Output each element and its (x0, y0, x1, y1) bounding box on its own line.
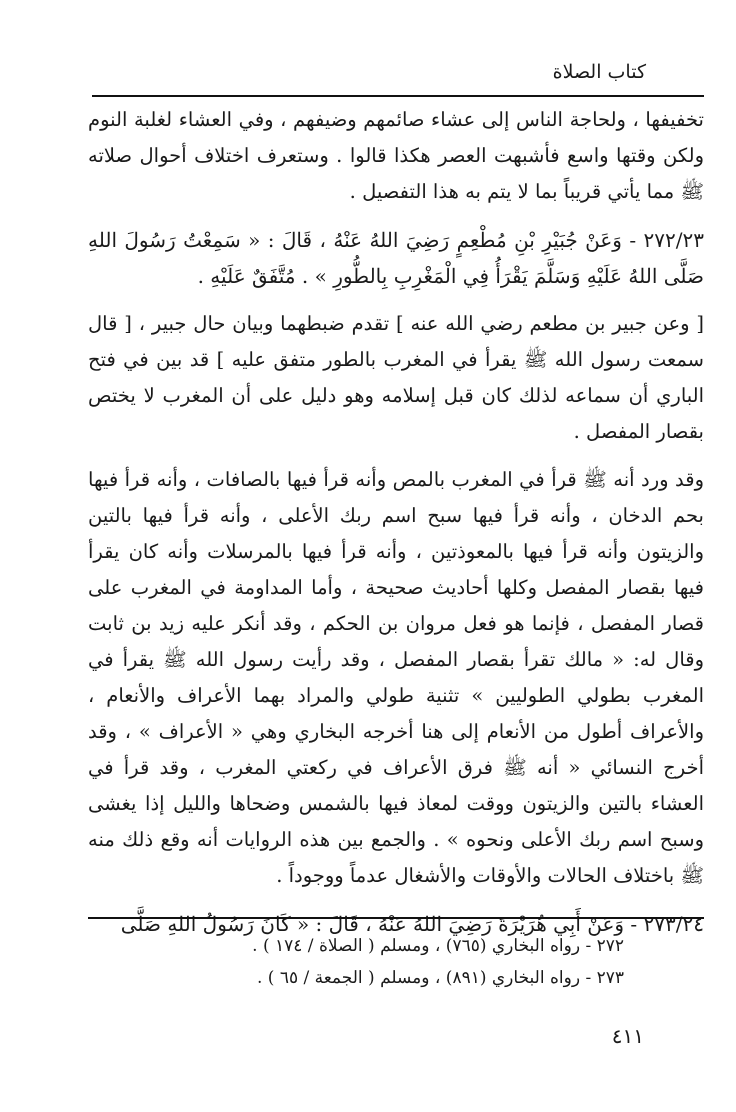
page-number: ٤١١ (611, 1024, 644, 1048)
running-header-title: كتاب الصلاة (552, 61, 646, 83)
hadith-paragraph: ٢٧٢/٢٣ - وَعَنْ جُبَيْرِ بْنِ مُطْعِمٍ رَضِيَ اللهُ عَنْهُ ، قَالَ : « سَمِعْتُ رَسُولَ اللهِ صَلَّى اللهُ عَلَيْهِ وَسَلَّمَ يَقْرَأُ فِي الْمَغْرِبِ بِالطُّورِ » . مُتَّفَقٌ عَلَيْهِ . (88, 228, 704, 288)
commentary-paragraph: وقد ورد أنه ﷺ قرأ في المغرب بالمص وأنه قرأ فيها بالصافات ، وأنه قرأ فيها بحم الدخان ، وأنه قرأ فيها سبح اسم ربك الأعلى ، وأنه قرأ فيها بالتين والزيتون وأنه قرأ فيها بالمعوذتين ، وأنه قرأ فيها بالمرسلات وأنه كان يقرأ فيها بقصار المفصل وكلها أحاديث صحيحة ، وأما المداومة في المغرب على قصار المفصل ، فإنما هو فعل مروان بن الحكم ، وقد أنكر عليه زيد بن ثابت وقال له: « مالك تقرأ بقصار المفصل ، وقد رأيت رسول الله ﷺ يقرأ في المغرب بطولي الطوليين » تثنية طولي والمراد بهما الأعراف والأنعام ، والأعراف أطول من الأنعام إلى هنا أخرجه البخاري وهي « الأعراف » ، وقد أخرج النسائي « أنه ﷺ فرق الأعراف في ركعتي المغرب ، وقد قرأ في العشاء بالتين والزيتون ووقت لمعاذ فيها بالشمس وضحاها والليل إذا يغشى وسبح اسم ربك الأعلى ونحوه » . والجمع بين هذه الروايات أنه وقع ذلك منه ﷺ باختلاف الحالات والأوقات والأشغال عدماً ووجوداً . (88, 468, 704, 887)
header-rule (92, 95, 704, 97)
footnote: ٢٧٢ - رواه البخاري (٧٦٥) ، ومسلم ( الصلاة / ١٧٤ ) . (252, 936, 624, 956)
hadith-paragraph: ٢٧٣/٢٤ - وَعَنْ أَبِي هُرَيْرَةَ رَضِيَ اللهُ عَنْهُ ، قَالَ : « كَانَ رَسُولُ اللهِ صَلَّى (120, 912, 704, 936)
commentary-paragraph: تخفيفها ، ولحاجة الناس إلى عشاء صائمهم وضيفهم ، وفي العشاء لغلبة النوم ولكن وقتها واسع فأشبهت العصر هكذا قالوا . وستعرف اختلاف أحوال صلاته ﷺ مما يأتي قريباً بما لا يتم به هذا التفصيل . (88, 108, 704, 203)
footnotes (64, 930, 624, 994)
main-text (88, 102, 704, 942)
footnote-rule (88, 917, 704, 919)
footnote: ٢٧٣ - رواه البخاري (٨٩١) ، ومسلم ( الجمعة / ٦٥ ) . (256, 968, 624, 988)
commentary-paragraph: [ وعن جبير بن مطعم رضي الله عنه ] تقدم ضبطهما وبيان حال جبير ، [ قال سمعت رسول الله ﷺ يقرأ في المغرب بالطور متفق عليه ] قد بين في فتح الباري أن سماعه لذلك كان قبل إسلامه وهو دليل على أن المغرب لا يختص بقصار المفصل . (88, 312, 704, 443)
